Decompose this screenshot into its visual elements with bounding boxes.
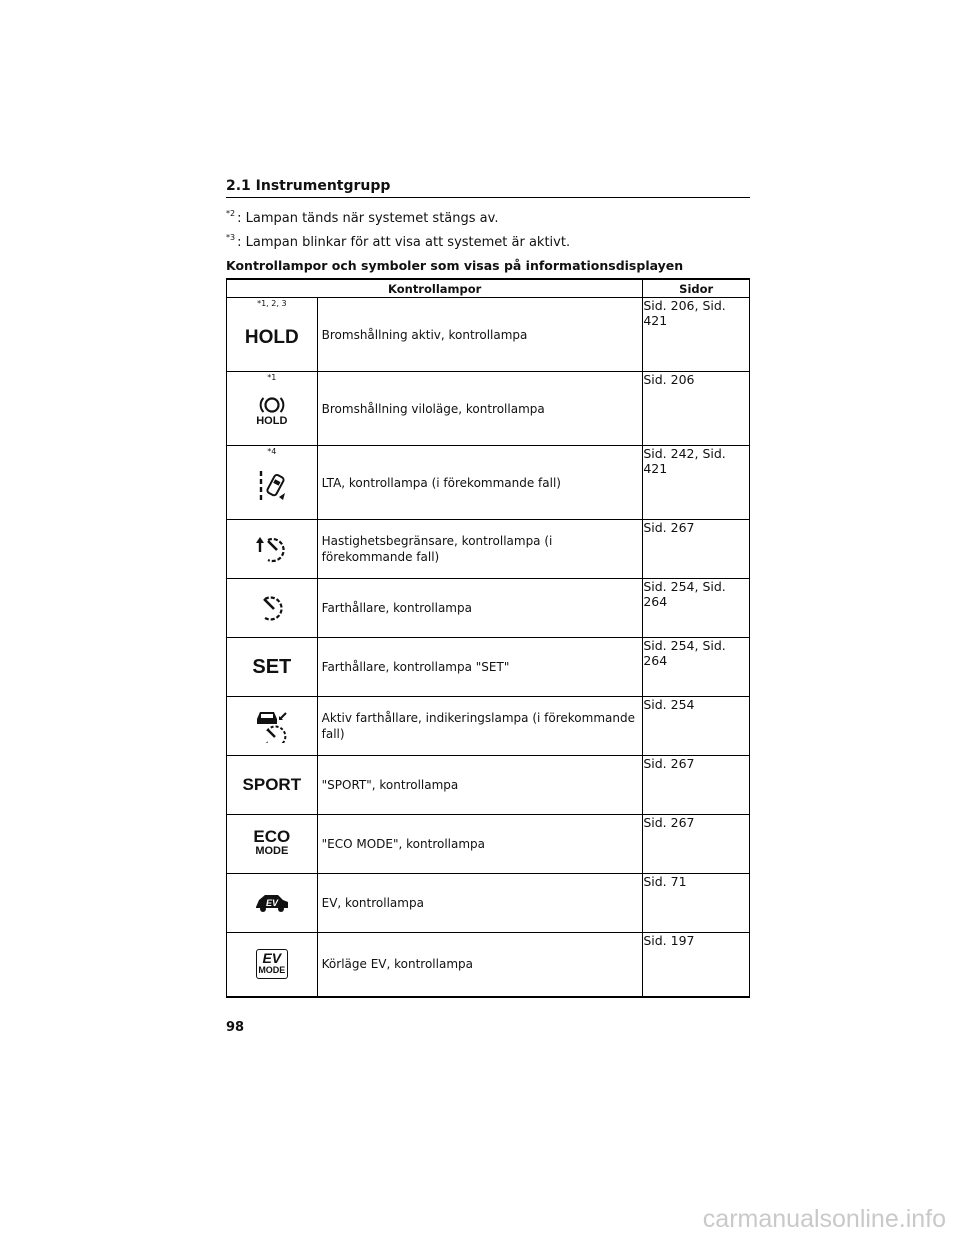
page-ref: Sid. 267 [643, 815, 750, 874]
set-icon: SET [252, 655, 292, 678]
ev-mode-frame [256, 949, 288, 979]
table-row [227, 815, 750, 874]
description-cell [317, 697, 643, 756]
row-description: Aktiv farthållare, indikeringslampa (i förekommande fall) [321, 711, 635, 741]
row-description: Körläge EV, kontrollampa [321, 957, 473, 972]
table-row [227, 638, 750, 697]
description-cell [317, 933, 643, 997]
row-description: Bromshållning aktiv, kontrollampa [321, 327, 528, 342]
adaptive-cruise-icon [227, 697, 317, 755]
description-cell [317, 756, 643, 815]
row-description: "SPORT", kontrollampa [321, 778, 459, 792]
sport-icon: SPORT [242, 775, 302, 794]
footnote-text: : Lampan blinkar för att visa att systemet är aktivt. [237, 235, 571, 250]
table-row [227, 446, 750, 520]
icon-cell [227, 697, 318, 756]
hold-icon: HOLD [244, 326, 299, 348]
row-description: Farthållare, kontrollampa "SET" [321, 660, 510, 674]
icon-cell [227, 446, 318, 520]
description-cell [317, 372, 643, 446]
footnote-3 [226, 233, 570, 250]
row-description: Hastighetsbegränsare, kontrollampa (i förekommande fall) [321, 534, 553, 564]
row-description: "ECO MODE", kontrollampa [321, 837, 486, 851]
table-row [227, 579, 750, 638]
watermark: carmanualsonline.info [702, 1205, 946, 1233]
table-row [227, 520, 750, 579]
section-title: 2.1 Instrumentgrupp [226, 178, 750, 198]
description-cell [317, 446, 643, 520]
eco-mode-icon [227, 815, 317, 873]
page-ref: Sid. 197 [643, 933, 750, 997]
icon-cell [227, 372, 318, 446]
eco-label: ECO [253, 827, 291, 846]
page-ref: Sid. 206 [643, 372, 750, 446]
table-row [227, 756, 750, 815]
row-description: EV, kontrollampa [321, 896, 424, 910]
icon-cell [227, 579, 318, 638]
row-description: LTA, kontrollampa (i förekommande fall) [321, 475, 561, 490]
page-ref: Sid. 254 [643, 697, 750, 756]
page-ref: Sid. 242, Sid. 421 [643, 446, 750, 520]
header-sidor: Sidor [643, 279, 750, 298]
footnote-ref: *1, 2, 3 [257, 299, 287, 308]
description-cell [317, 298, 643, 372]
ev-mode-icon [227, 933, 317, 996]
description-cell [317, 520, 643, 579]
description-cell [317, 638, 643, 697]
indicator-table [226, 278, 750, 998]
icon-cell [227, 638, 318, 697]
mode-label: MODE [255, 845, 289, 857]
description-cell [317, 874, 643, 933]
table-row [227, 372, 750, 446]
hold-standby-icon [227, 372, 317, 445]
ev-glyph-text: EV [265, 898, 278, 908]
header-kontrollampor: Kontrollampor [227, 279, 643, 298]
row-description: Bromshållning viloläge, kontrollampa [321, 401, 545, 416]
footnote-text: : Lampan tänds när systemet stängs av. [237, 211, 499, 226]
icon-cell [227, 520, 318, 579]
icon-cell [227, 298, 318, 372]
speed-limiter-icon [227, 520, 317, 578]
icon-cell [227, 756, 318, 815]
footnote-mark: *2 [226, 209, 236, 218]
table-caption: Kontrollampor och symboler som visas på informationsdisplayen [226, 258, 684, 273]
description-cell [317, 579, 643, 638]
footnote-mark: *3 [226, 233, 236, 242]
table-header-row [227, 279, 750, 298]
hold-standby-label: HOLD [256, 414, 288, 427]
table-row [227, 874, 750, 933]
footnote-2 [226, 209, 498, 226]
page-ref: Sid. 267 [643, 756, 750, 815]
footnote-ref: *4 [267, 447, 277, 456]
table-row [227, 697, 750, 756]
page-ref: Sid. 206, Sid. 421 [643, 298, 750, 372]
ev-label: EV [262, 950, 282, 967]
ev-icon [227, 874, 317, 932]
icon-cell [227, 874, 318, 933]
icon-cell [227, 815, 318, 874]
page-ref: Sid. 267 [643, 520, 750, 579]
description-cell [317, 815, 643, 874]
lta-icon [227, 446, 317, 519]
page-ref: Sid. 254, Sid. 264 [643, 579, 750, 638]
mode-label: MODE [258, 965, 286, 976]
page-ref: Sid. 254, Sid. 264 [643, 638, 750, 697]
footnote-ref: *1 [267, 373, 277, 382]
page-ref: Sid. 71 [643, 874, 750, 933]
page-number: 98 [226, 1020, 245, 1035]
table-row [227, 298, 750, 372]
icon-cell [227, 933, 318, 997]
cruise-control-icon [227, 579, 317, 637]
row-description: Farthållare, kontrollampa [321, 601, 472, 615]
table-row [227, 933, 750, 997]
